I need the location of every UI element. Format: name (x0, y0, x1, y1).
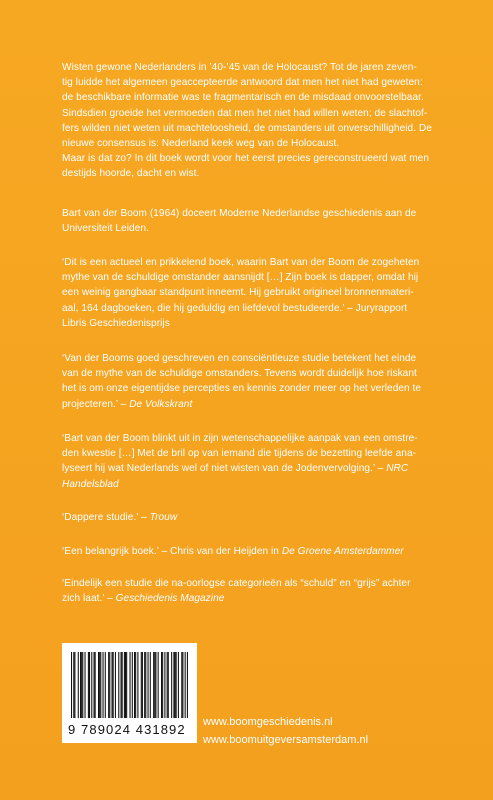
quote-trouw (62, 510, 434, 525)
barcode-bar (187, 652, 188, 718)
barcode-bar (99, 652, 100, 718)
barcode-bar (148, 652, 149, 718)
intro-paragraph (62, 60, 434, 182)
quote-line (62, 544, 434, 559)
barcode-bar (168, 652, 169, 718)
quote-line: aal, 164 dagboeken, die hij geduldig en liefdevol bestudeerde.’ – Juryrapport (62, 302, 408, 314)
quote-text: ‘Dappere studie.’ – (62, 512, 150, 523)
barcode-bar (126, 652, 127, 718)
bio-line: Bart van der Boom (1964) doceert Moderne Nederlandse geschiedenis aan de (62, 208, 417, 219)
barcode-bar (85, 652, 86, 718)
intro-line: Maar is dat zo? In dit boek wordt voor het eerst precies gereconstrueerd wat men (62, 153, 429, 165)
barcode-bar (88, 652, 89, 718)
quote-source: Handelsblad (62, 478, 119, 490)
barcode-bar (103, 652, 104, 718)
barcode-bar (81, 652, 82, 718)
barcode-bar (155, 652, 156, 718)
quote-line: Libris Geschiedenisprijs (62, 317, 170, 329)
barcode-bar (181, 652, 182, 718)
barcode-bar (182, 652, 183, 718)
publisher-urls (203, 714, 368, 749)
barcode-bar (109, 652, 110, 718)
quote-line: ‘Bart van der Boom blinkt uit in zijn wetenschappelijke aanpak van een omstre- (62, 433, 418, 444)
quote-text: projecteren.’ – (62, 398, 130, 410)
url-link[interactable]: www.boomuitgeversamsterdam.nl (203, 733, 369, 746)
barcode-bar (137, 652, 138, 718)
isbn-number: 9 789024 431892 (68, 722, 186, 737)
barcode-bar (173, 652, 174, 718)
barcode-bar (145, 652, 146, 718)
barcode-bar (71, 652, 72, 718)
barcode-bar (142, 652, 143, 718)
quote-nrc (62, 431, 434, 492)
quote-source: De Groene Amsterdammer (281, 546, 404, 557)
barcode-bar (141, 652, 142, 718)
quote-line: een weinig gangbaar standpunt inneemt. Hij gebruikt origineel bronnenmateri- (62, 287, 414, 299)
barcode-bar (115, 652, 116, 718)
barcode-bar (73, 652, 74, 718)
quote-line: ‘Dit is een actueel en prikkelend boek, waarin Bart van der Boom de zogeheten (62, 257, 420, 268)
isbn-barcode (62, 643, 197, 743)
intro-line: tig luidde het algemeen geaccepteerde antwoord dat men het niet had geweten: (62, 77, 423, 89)
intro-line: Wisten gewone Nederlanders in ’40-’45 van de Holocaust? Tot de jaren zeven- (62, 62, 417, 73)
intro-line: destijds hoorde, dacht en wist. (62, 168, 200, 180)
quote-source-part: NRC (386, 463, 409, 475)
barcode-bar (98, 652, 99, 718)
barcode-bar (176, 652, 177, 718)
quote-line (62, 591, 434, 606)
barcode-bar (122, 652, 123, 718)
barcode-bar (125, 652, 126, 718)
quote-volkskrant (62, 351, 434, 412)
barcode-bars (71, 652, 188, 718)
barcode-bar (74, 652, 75, 718)
quote-geschiedenis-magazine (62, 576, 434, 606)
bio-line: Universiteit Leiden. (62, 223, 149, 235)
quote-source: Trouw (149, 512, 178, 523)
barcode-bar (171, 652, 172, 718)
quote-line: den kwestie […] Met de bril op van iemand die tijdens de bezetting leefde ana- (62, 448, 417, 460)
barcode-bar (175, 652, 176, 718)
intro-line: fers wilden niet weten uit machteloosheid, de omstanders uit onverschilligheid. De (62, 122, 432, 134)
barcode-bar (167, 652, 168, 718)
barcode-bar (154, 652, 155, 718)
barcode-bar (150, 652, 151, 718)
quote-text: lyseert hij wat Nederlands wel of niet wisten van de Jodenvervolging.’ – (62, 463, 387, 475)
barcode-bar (158, 652, 159, 718)
barcode-bar (178, 652, 179, 718)
barcode-bar (135, 652, 136, 718)
intro-line: de beschikbare informatie was te fragmentarisch en de misdaad onvoorstelbaar. (62, 92, 424, 104)
barcode-bar (105, 652, 106, 718)
quote-line-last (62, 397, 434, 412)
quote-source: De Volkskrant (129, 398, 193, 410)
barcode-bar (80, 652, 81, 718)
barcode-bar (132, 652, 133, 718)
barcode-bar (185, 652, 186, 718)
barcode-bar (113, 652, 114, 718)
barcode-bar (162, 652, 163, 718)
barcode-bar (100, 652, 101, 718)
quote-source: Geschiedenis Magazine (115, 593, 225, 605)
barcode-bar (82, 652, 83, 718)
quote-line: van de mythe van de schuldige omstanders. Tevens wordt duidelijk hoe riskant (62, 368, 417, 380)
quote-text: zich laat.’ – (62, 593, 116, 605)
url-link[interactable]: www.boomgeschiedenis.nl (203, 716, 333, 728)
intro-line: nieuwe consensus is: Nederland keek weg van de Holocaust. (62, 138, 340, 150)
author-bio (62, 206, 434, 236)
quote-line: het is om onze eigentijdse percepties en kennis zonder meer op het verleden te (62, 383, 422, 395)
quote-jury (62, 255, 434, 331)
quote-text: ‘Een belangrijk boek.’ – Chris van der Heijden in (62, 546, 282, 557)
quote-line: mythe van de schuldige omstander aansnijdt […] Zijn boek is dapper, omdat hij (62, 272, 419, 284)
barcode-bar (112, 652, 113, 718)
barcode-bar (95, 652, 96, 718)
barcode-bar (78, 652, 79, 718)
intro-line: Sindsdien groeide het vermoeden dat men het niet had willen weten; de slachtof- (62, 107, 428, 119)
barcode-bar (118, 652, 119, 718)
barcode-bar (91, 652, 92, 718)
barcode-bar (153, 652, 154, 718)
barcode-bar (124, 652, 125, 718)
barcode-bar (108, 652, 109, 718)
barcode-bar (161, 652, 162, 718)
quote-groene (62, 544, 434, 559)
barcode-bar (164, 652, 165, 718)
barcode-bar (134, 652, 135, 718)
quote-line: ‘Eindelijk een studie die na-oorlogse categorieën als “schuld” en “grijs” achter (62, 578, 411, 589)
barcode-bar (89, 652, 90, 718)
barcode-bar (144, 652, 145, 718)
quote-line: ‘Van der Booms goed geschreven en consciëntieuze studie betekent het einde (62, 353, 417, 364)
barcode-bar (94, 652, 95, 718)
barcode-bar (121, 652, 122, 718)
barcode-bar (130, 652, 131, 718)
quote-line (62, 461, 434, 476)
quote-line (62, 510, 434, 525)
